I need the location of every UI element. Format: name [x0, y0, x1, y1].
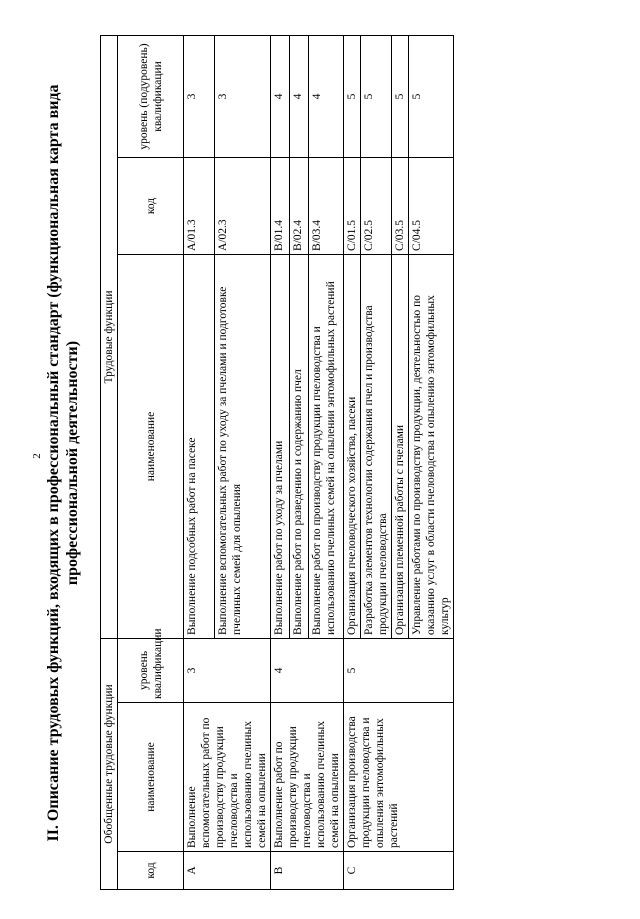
group-code: C — [344, 852, 454, 890]
header-name: наименование — [118, 703, 184, 852]
function-name: Выполнение подсобных работ на пасеке — [184, 254, 215, 638]
labor-functions-header: Трудовые функции — [101, 35, 118, 638]
function-level: 5 — [344, 35, 361, 157]
function-level: 5 — [361, 35, 392, 157]
function-code: C/04.5 — [409, 157, 454, 254]
group-level: 4 — [271, 638, 344, 702]
function-level: 4 — [309, 35, 344, 157]
function-level: 3 — [184, 35, 215, 157]
section-title — [44, 36, 88, 890]
group-name: Выполнение вспомогательных работ по производству продукции пчеловодства и использованию пчелиных семей на опылении — [184, 703, 271, 852]
function-name: Выполнение работ по уходу за пчелами — [271, 254, 290, 638]
header-level: уровень квалификации — [118, 638, 184, 702]
functional-map-table — [100, 35, 454, 890]
header-function-level: уровень (подуровень) квалификации — [118, 35, 184, 157]
group-code: A — [184, 852, 271, 890]
group-name: Организация производства продукции пчеловодства и опыления энтомофильных растений — [344, 703, 454, 852]
table-body — [184, 35, 454, 889]
function-level: 4 — [290, 35, 309, 157]
table-row — [271, 35, 290, 889]
function-name: Разработка элементов технологии содержания пчел и производства продукции пчеловодства — [361, 254, 392, 638]
function-code: A/01.3 — [184, 157, 215, 254]
header-function-code: код — [118, 157, 184, 254]
function-name: Организация племенной работы с пчелами — [392, 254, 409, 638]
group-level: 5 — [344, 638, 454, 702]
function-name: Выполнение работ по производству продукции пчеловодства и использованию пчелиных семей на опылении энтомофильных растений — [309, 254, 344, 638]
function-code: C/03.5 — [392, 157, 409, 254]
group-code: B — [271, 852, 344, 890]
header-code: код — [118, 852, 184, 890]
function-code: B/03.4 — [309, 157, 344, 254]
title-line-1: II. Описание трудовых функций, входящих в профессиональный стандарт (функциональная карта вида — [45, 84, 62, 842]
title-line-2: профессиональной деятельности) — [64, 340, 81, 586]
group-name: Выполнение работ по производству продукции пчеловодства и использованию пчелиных семей на опылении — [271, 703, 344, 852]
function-code: C/01.5 — [344, 157, 361, 254]
function-code: B/02.4 — [290, 157, 309, 254]
function-level: 4 — [271, 35, 290, 157]
page-number: 2 — [30, 453, 43, 459]
group-level: 3 — [184, 638, 271, 702]
header-function-name: наименование — [118, 254, 184, 638]
function-name: Выполнение вспомогательных работ по уходу за пчелами и подготовке пчелиных семей для опыления — [214, 254, 270, 638]
function-level: 5 — [392, 35, 409, 157]
function-code: C/02.5 — [361, 157, 392, 254]
function-name: Организация пчеловодческого хозяйства, пасеки — [344, 254, 361, 638]
function-level: 5 — [409, 35, 454, 157]
function-code: A/02.3 — [214, 157, 270, 254]
header-row-1 — [101, 35, 118, 889]
rotated-page — [42, 36, 588, 890]
generalized-functions-header: Обобщенные трудовые функции — [101, 638, 118, 889]
header-row-2 — [118, 35, 184, 889]
table-row — [344, 35, 361, 889]
function-name: Выполнение работ по разведению и содержанию пчел — [290, 254, 309, 638]
function-code: B/01.4 — [271, 157, 290, 254]
function-level: 3 — [214, 35, 270, 157]
table-row — [184, 35, 215, 889]
function-name: Управление работами по производству продукции, деятельностью по оказанию услуг в области пчеловодства и опылению энтомофильных культур — [409, 254, 454, 638]
